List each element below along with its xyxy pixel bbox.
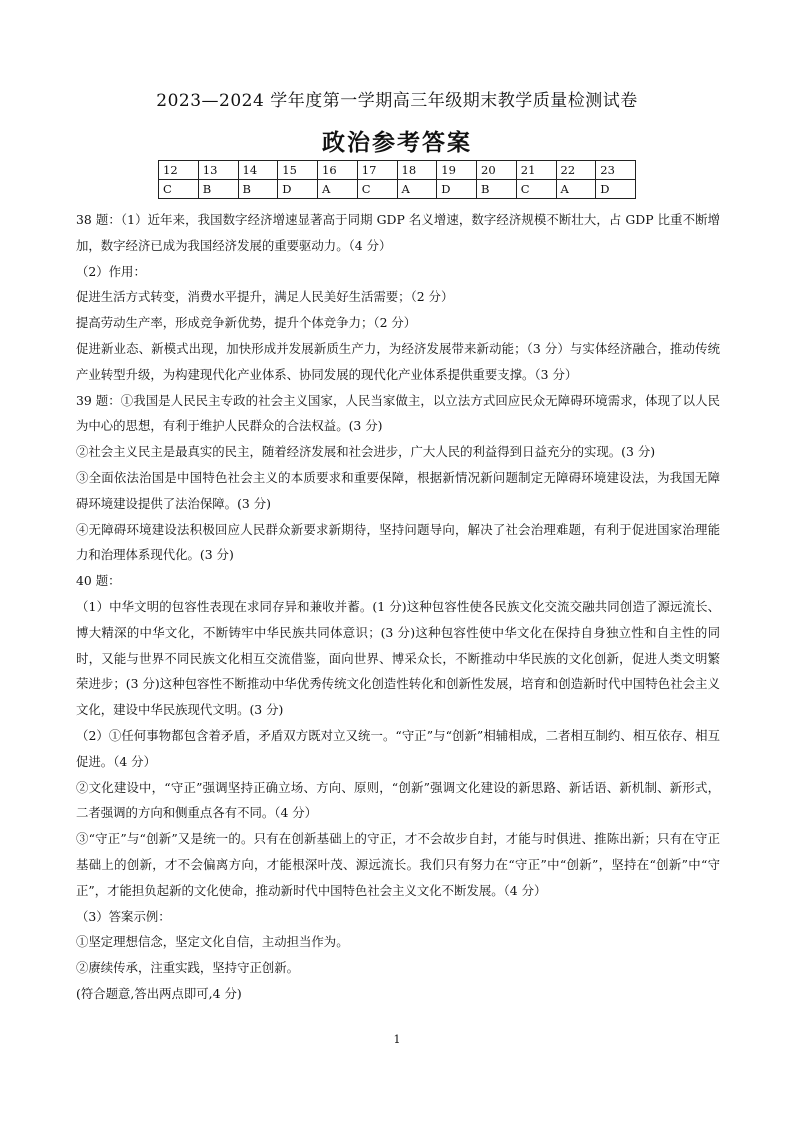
q38-part2-heading: （2）作用：: [76, 263, 146, 279]
q39-point2: ②社会主义民主是最真实的民主，随着经济发展和社会进步，广大人民的利益得到日益充分的实现。(3 分): [76, 444, 656, 460]
answer-cell: C: [516, 180, 556, 199]
q39-point3: ③全面依法治国是中国特色社会主义的本质要求和重要保障，根据新情况新问题制定无障碍环境建设法，为我国无障碍环境建设提供了法治保障。(3 分): [76, 469, 720, 511]
q40-part2-point3: ③“守正”与“创新”又是统一的。只有在创新基础上的守正，才不会故步自封，才能与时俱进、推陈出新；只有在守正基础上的创新，才不会偏离方向，才能根深叶茂、源远流长。我们只有努力在“守正”中“创新”，坚持在“创新”中“守正”，才能担负起新的文化使命，推动新时代中国特色社会主义文化不断发展。（4 分）: [76, 831, 720, 898]
q40-part3-note: (符合题意,答出两点即可,4 分): [76, 985, 242, 1001]
q40-part1: （1）中华文明的包容性表现在求同存异和兼收并蓄。(1 分)这种包容性使各民族文化交流交融共同创造了源远流长、博大精深的中华文化，不断铸牢中华民族共同体意识；(3 分)这种包容性使中华文化在保持自身独立性和自主性的同时，又能与世界不同民族文化相互交流借鉴，面向世界、博采众长，不断推动中华民族的文化创新，促进人类文明繁荣进步；(3 分)这种包容性不断推动中华优秀传统文化创造性转化和创新性发展，培育和创造新时代中国特色社会主义文化，建设中华民族现代文明。(3 分): [76, 598, 720, 718]
q40-heading: 40 题：: [76, 573, 121, 589]
answer-key-table: [158, 160, 636, 199]
question-number-row: [159, 161, 636, 180]
q39-point4: ④无障碍环境建设法积极回应人民群众新要求新期待，坚持问题导向，解决了社会治理难题，有利于促进国家治理能力和治理体系现代化。(3 分): [76, 521, 720, 563]
answer-cell: D: [437, 180, 477, 199]
answer-row: [159, 180, 636, 199]
answer-cell: C: [357, 180, 397, 199]
question-number-cell: 19: [437, 161, 477, 180]
answer-cell: B: [238, 180, 278, 199]
answer-cell: C: [159, 180, 199, 199]
q38-part1: 38 题：（1）近年来，我国数字经济增速显著高于同期 GDP 名义增速，数字经济规模不断壮大，占 GDP 比重不断增加，数字经济已成为我国经济发展的重要驱动力。（4 分）: [76, 212, 720, 253]
q40-part2-point2: ②文化建设中，“守正”强调坚持正确立场、方向、原则，“创新”强调文化建设的新思路、新话语、新机制、新形式，二者强调的方向和侧重点各有不同。（4 分）: [76, 779, 720, 821]
page-number: 1: [393, 1033, 401, 1046]
question-number-cell: 12: [159, 161, 199, 180]
answer-cell: A: [556, 180, 596, 199]
exam-title: 2023—2024 学年度第一学期高三年级期末教学质量检测试卷: [156, 91, 638, 111]
q38-point2: 提高劳动生产率，形成竞争新优势，提升个体竞争力；（2 分）: [76, 315, 417, 331]
answer-cell: A: [318, 180, 358, 199]
q40-part2-point1: （2）①任何事物都包含着矛盾，矛盾双方既对立又统一。“守正”与“创新”相辅相成，二者相互制约、相互依存、相互促进。（4 分）: [76, 727, 720, 769]
answer-cell: D: [278, 180, 318, 199]
answer-cell: B: [477, 180, 517, 199]
question-number-cell: 13: [198, 161, 238, 180]
answer-cell: A: [397, 180, 437, 199]
question-number-cell: 18: [397, 161, 437, 180]
answer-body: [76, 207, 720, 1007]
question-number-cell: 15: [278, 161, 318, 180]
question-number-cell: 17: [357, 161, 397, 180]
answer-cell: B: [198, 180, 238, 199]
question-number-cell: 21: [516, 161, 556, 180]
q40-part3-example2: ②赓续传承，注重实践，坚持守正创新。: [76, 960, 300, 976]
q38-point3: 促进新业态、新模式出现，加快形成并发展新质生产力，为经济发展带来新动能；（3 分）与实体经济融合，推动传统产业转型升级，为构建现代化产业体系、协同发展的现代化产业体系提供重要支撑。（3 分）: [76, 340, 720, 382]
question-number-cell: 22: [556, 161, 596, 180]
question-number-cell: 16: [318, 161, 358, 180]
answer-cell: D: [596, 180, 636, 199]
subject-title: 政治参考答案: [322, 129, 472, 156]
question-number-cell: 20: [477, 161, 517, 180]
q40-part3-heading: （3）答案示例：: [76, 908, 171, 924]
q39-point1: 39 题：①我国是人民民主专政的社会主义国家，人民当家做主，以立法方式回应民众无障碍环境需求，体现了以人民为中心的思想，有利于维护人民群众的合法权益。(3 分): [76, 392, 720, 434]
question-number-cell: 23: [596, 161, 636, 180]
question-number-cell: 14: [238, 161, 278, 180]
q40-part3-example1: ①坚定理想信念，坚定文化自信，主动担当作为。: [76, 934, 349, 950]
q38-point1: 促进生活方式转变，消费水平提升，满足人民美好生活需要；（2 分）: [76, 289, 454, 305]
